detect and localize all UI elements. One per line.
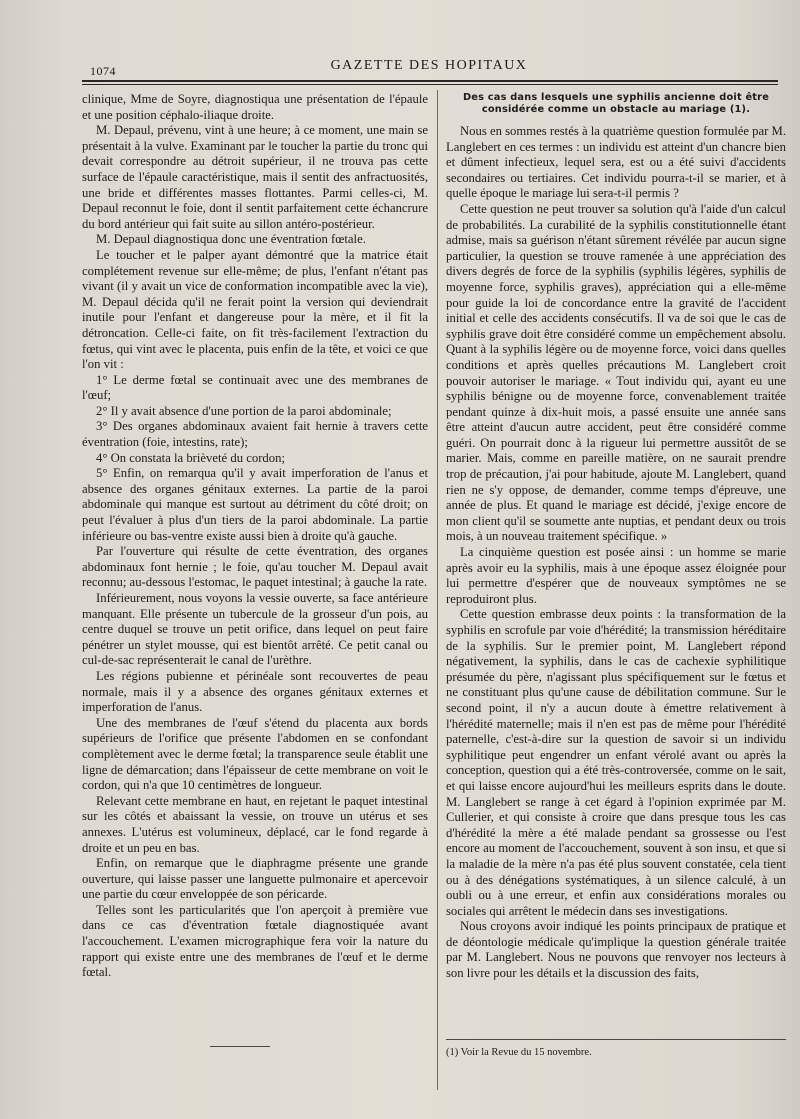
section-title: Des cas dans lesquels une syphilis ancienne doit être considérée comme un obstacle au mariage (1).: [462, 92, 770, 115]
running-title: GAZETTE DES HOPITAUX: [330, 58, 528, 73]
list-item: 4° On constata la brièveté du cordon;: [96, 450, 285, 465]
right-column: [446, 92, 786, 982]
paragraph: Nous croyons avoir indiqué les points principaux de pratique et de déontologie médicale qu'implique la question générale traitée par M. Langlebert. Nous ne pouvons que renvoyer nos lecteurs à son livre pour les détails et la discussion des faits,: [446, 919, 786, 981]
paragraph: Telles sont les particularités que l'on aperçoit à première vue dans ce cas d'éventration fœtale diagnostiquée avant l'accouchement. L'examen micrographique fera voir la nature du rapport qui existe entre une des membranes de l'œuf et le derme fœtal.: [82, 902, 428, 980]
paragraph: Enfin, on remarque que le diaphragme présente une grande ouverture, qui laisse passer une languette pulmonaire et apercevoir une partie du cœur enveloppée de son péricarde.: [82, 856, 428, 902]
paragraph: Nous en sommes restés à la quatrième question formulée par M. Langlebert en ces termes : un individu est atteint d'un chancre bien et dûment infectieux, lequel sera, est ou a été suivi d'accidents secondaires ou tertiaires. Cet individu pourra-t-il se marier, et à quelle époque le mariage lui sera-t-il permis ?: [446, 124, 786, 201]
page-header: [82, 58, 776, 78]
list-item: 2° Il y avait absence d'une portion de la paroi abdominale;: [96, 403, 392, 418]
column-divider: [437, 90, 438, 1090]
paragraph: clinique, Mme de Soyre, diagnostiqua une présentation de l'épaule et une position céphalo-iliaque droite.: [82, 92, 428, 122]
paragraph: La cinquième question est posée ainsi : un homme se marie après avoir eu la syphilis, mais à une époque assez éloignée pour lui permettre d'espérer que de nouveaux symptômes ne se reproduiront plus.: [446, 545, 786, 606]
page-number: 1074: [90, 64, 116, 78]
paragraph: Cette question ne peut trouver sa solution qu'à l'aide d'un calcul de probabilités. La curabilité de la syphilis constitutionnelle étant admise, mais sa guérison n'étant sûrement révélée par aucun signe particulier, la question se trouve ramenée à une appréciation des divers degrés de force de la syphilis (syphilis légères, syphilis de moyenne force, syphilis graves), appréciation qui a elle-même pour guide la loi de concordance entre la gravité de l'accident initial et celle des accidents consécutifs. Il va de soi que le cas de syphilis grave doit être considéré comme un empêchement absolu. Quant à la syphilis légère ou de moyenne force, voici dans quelles conditions et après quelles précautions M. Langlebert croit pouvoir autoriser le mariage. « Tout individu qui, ayant eu une syphilis bénigne ou de moyenne force, convenablement traitée pendant quinze à dix-huit mois, a passé ensuite une année sans être atteint d'aucun autre accident, peut être considéré comme guéri. On pourrait donc à la rigueur lui permettre aussitôt de se marier. Mais, comme en pareille matière, on ne saurait prendre trop de précaution, j'ai pour habitude, ajoute M. Langlebert, quand rien ne s'y oppose, de demander, comme temps d'épreuve, une année de plus. Et quand le mariage est décidé, j'exige encore de mon client qu'il se soumette ante nuptias, et pendant deux ou trois mois, à un nouveau traitement spécifique. »: [446, 201, 786, 544]
paragraph: Une des membranes de l'œuf s'étend du placenta aux bords supérieurs de l'orifice que présente l'abdomen en se confondant complètement avec le derme fœtal; la transparence seule établit une ligne de démarcation; dans l'épaisseur de cette membrane on voit le cordon, qui n'a que 10 centimètres de longueur.: [82, 715, 428, 793]
paragraph: Cette question embrasse deux points : la transformation de la syphilis en scrofule par voie d'hérédité; la transmission héréditaire de la syphilis. Sur le premier point, M. Langlebert répond négativement, la syphilis, dans le cas de cachexie syphilitique présumée du père, n'agissant plus spécifiquement sur le fœtus et ne constituant plus qu'une cause de débilitation commune. Sur le second point, il n'y a aucun doute à émettre relativement à l'hérédité maternelle; mais il n'en est pas de même pour l'hérédité paternelle, c'est-à-dire sur la question de savoir si un individu syphilitique peut engendrer un enfant vérolé avant ou après la conception, question qui a été très-controversée, comme on le sait, et qui laisse encore aujourd'hui les meilleurs esprits dans le doute. M. Langlebert se range à cet égard à l'opinion exprimée par M. Cullerier, et qui consiste à croire que dans presque tous les cas d'hérédité la mère a été malade pendant sa grossesse ou l'est encore au moment de l'accouchement, souvent à son insu, et que si la maladie de la mère n'a pas été plus souvent constatée, cela tient ou à des dénégations systématiques, à un silence calculé, à un oubli ou à une erreur, et enfin aux considérations morales ou sociales qui arrêtent le médecin dans ses investigations.: [446, 607, 786, 918]
list-item: 1° Le derme fœtal se continuait avec une des membranes de l'œuf;: [82, 372, 428, 403]
paragraph: Inférieurement, nous voyons la vessie ouverte, sa face antérieure manquant. Elle présente un tubercule de la grosseur d'un pois, au centre duquel se trouve un petit orifice, dans lequel on peut faire pénétrer un stylet mousse, qui est bientôt arrêté. Ce petit canal ou cul-de-sac représenterait le canal de l'urèthre.: [82, 591, 428, 668]
header-rule: [82, 80, 778, 85]
paragraph: Par l'ouverture qui résulte de cette éventration, des organes abdominaux font hernie ; le foie, qu'au toucher M. Depaul avait reconnu; au-dessous l'estomac, le paquet intestinal; à gauche la rate.: [82, 544, 428, 590]
paragraph: M. Depaul diagnostiqua donc une éventration fœtale.: [96, 232, 366, 247]
article-end-rule: [210, 1046, 270, 1047]
left-column: [82, 92, 428, 981]
list-item: 5° Enfin, on remarqua qu'il y avait imperforation de l'anus et absence des organes génitaux externes. La partie de la paroi abdominale qui manque est surtout au détriment du côté droit; on peut l'évaluer à plus d'un tiers de la paroi abdominale. La partie inférieure ou bas-ventre existe aussi bien à droite qu'à gauche.: [82, 466, 428, 543]
paragraph: Relevant cette membrane en haut, en rejetant le paquet intestinal sur les côtés et abaissant la vessie, on trouve un utérus et ses annexes. L'utérus est volumineux, déplacé, car le fond regarde à droite et un peu en bas.: [82, 793, 428, 855]
footnote-rule: [446, 1039, 786, 1040]
paragraph: M. Depaul, prévenu, vint à une heure; à ce moment, une main se présentait à la vulve. Examinant par le toucher la partie du tronc qui devait correspondre au détroit supérieur, il ne trouva pas cette surface de l'épaule caractéristique, mais il sentit des anfractuosités, une bride et différentes masses flottantes. Parmi celles-ci, M. Depaul reconnut le foie, dont il sentit parfaitement cette échancrure du bord antérieur qui fait suite au sillon antéro-postérieur.: [82, 123, 428, 231]
paragraph: Les régions pubienne et périnéale sont recouvertes de peau normale, mais il y a absence des organes génitaux externes et imperforation de l'anus.: [82, 668, 428, 715]
list-item: 3° Des organes abdominaux avaient fait hernie à travers cette éventration (foie, intestins, rate);: [82, 419, 428, 450]
footnote: (1) Voir la Revue du 15 novembre.: [446, 1047, 592, 1058]
paragraph: Le toucher et le palper ayant démontré que la matrice était complétement revenue sur elle-même; de plus, l'enfant n'étant pas vivant (il y avait un vice de conformation incompatible avec la vie), M. Depaul décida qu'il ne ferait point la version qui deviendrait inutile pour l'enfant et dangereuse pour la mère, et il fit la détroncation. Celle-ci faite, on fit très-facilement l'extraction du fœtus, qui vint avec le placenta, puis enfin de la tête, et voici ce que l'on vit :: [82, 247, 428, 372]
